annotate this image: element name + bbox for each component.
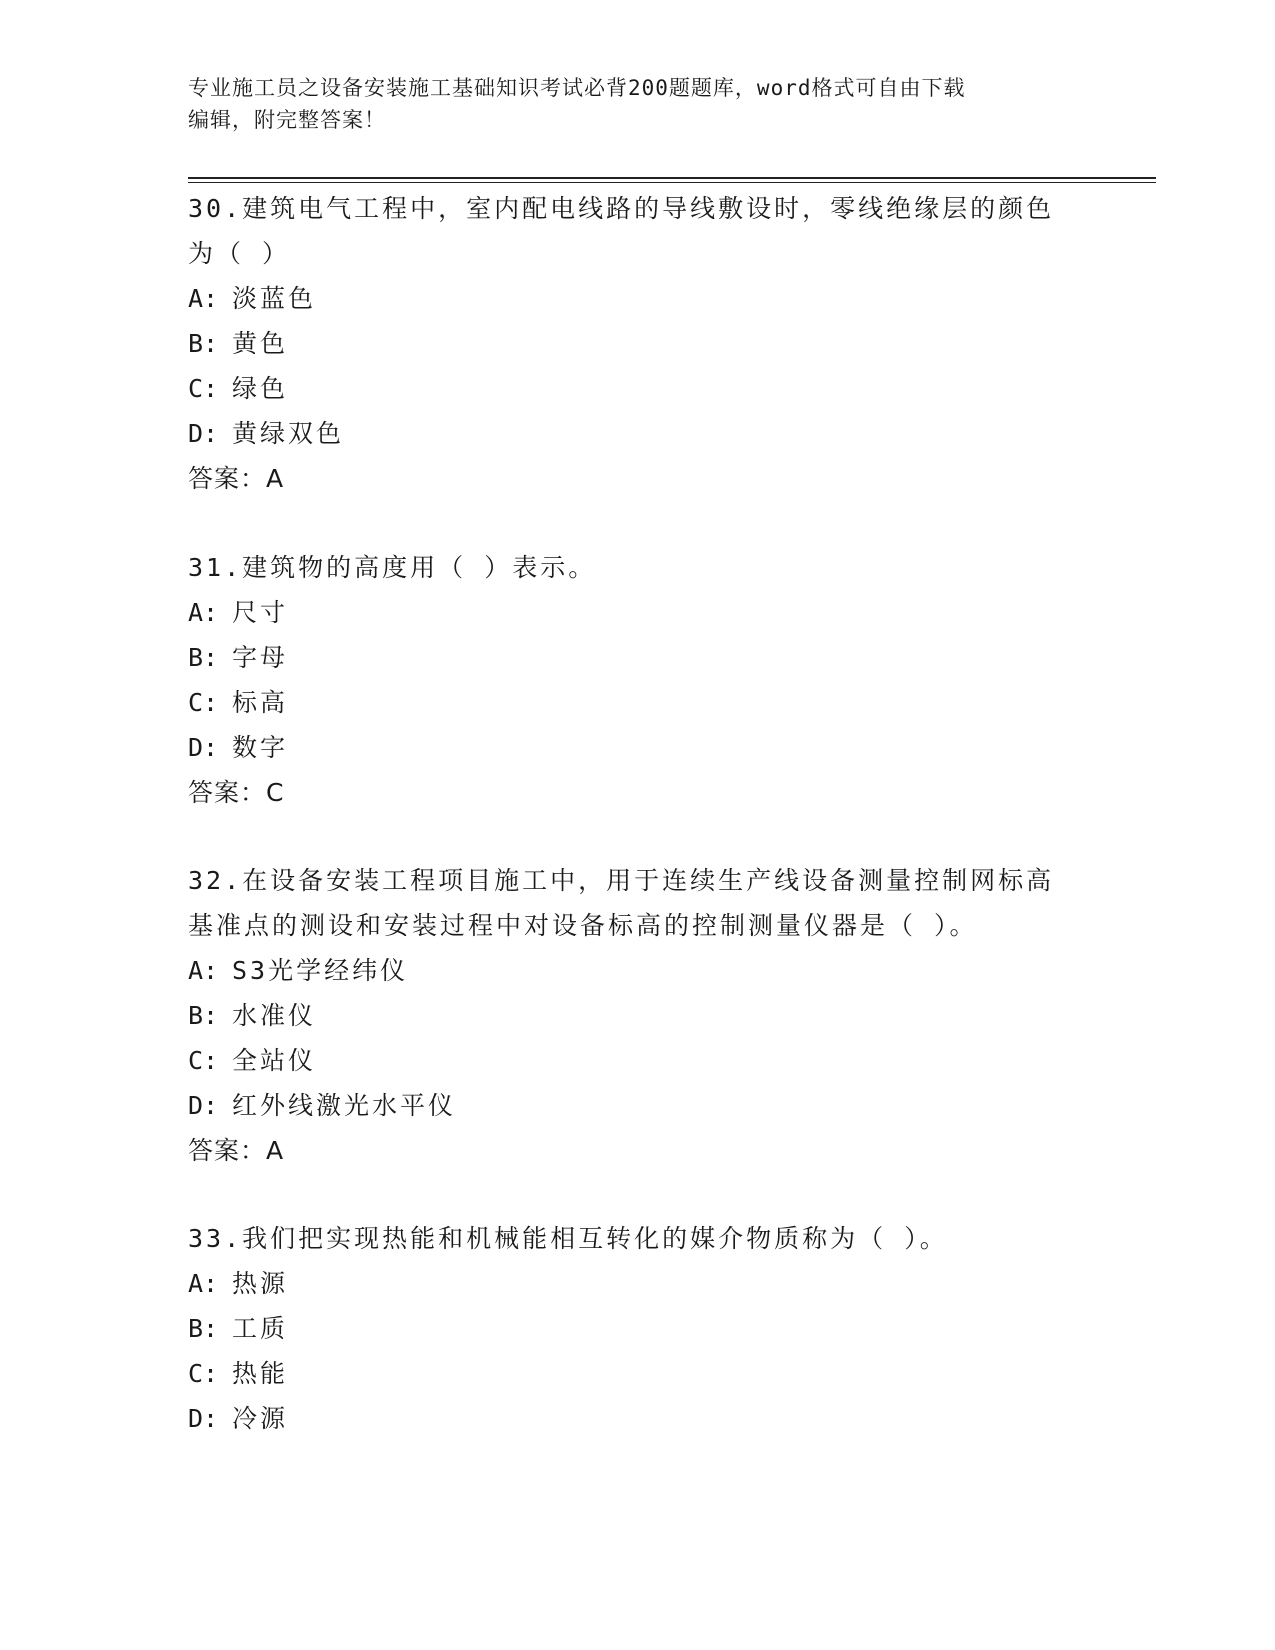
header-rule-thick xyxy=(188,177,1156,179)
option-text: 水准仪 xyxy=(232,1001,317,1030)
option-text: 工质 xyxy=(232,1314,289,1343)
option-b xyxy=(188,635,1088,680)
option-label: D: xyxy=(188,419,219,448)
question-number: 32. xyxy=(188,866,243,895)
question-text: 建筑电气工程中，室内配电线路的导线敷设时，零线绝缘层的颜色 xyxy=(242,194,1055,223)
question-31 xyxy=(188,545,1088,815)
option-label: C: xyxy=(188,688,219,717)
option-label: D: xyxy=(188,733,219,762)
header-rule-thin xyxy=(188,182,1156,183)
option-c xyxy=(188,1351,1088,1396)
header-line-2: 编辑，附完整答案！ xyxy=(188,108,386,132)
option-label: A: xyxy=(188,956,219,985)
option-b xyxy=(188,993,1088,1038)
question-stem-line: 为（ ） xyxy=(188,239,291,268)
option-label: B: xyxy=(188,643,219,672)
question-number: 33. xyxy=(188,1224,243,1253)
answer-line: 答案：A xyxy=(188,464,285,493)
option-label: A: xyxy=(188,1269,219,1298)
option-label: D: xyxy=(188,1404,219,1433)
option-label: A: xyxy=(188,284,219,313)
question-stem-line xyxy=(188,545,1088,590)
answer-line: 答案：A xyxy=(188,1136,285,1165)
question-text: 建筑物的高度用（ ）表示。 xyxy=(242,553,597,582)
option-a xyxy=(188,590,1088,635)
option-label: B: xyxy=(188,1314,219,1343)
option-a xyxy=(188,276,1088,321)
option-label: B: xyxy=(188,329,219,358)
option-label: C: xyxy=(188,374,219,403)
question-stem-line xyxy=(188,186,1088,231)
option-d xyxy=(188,1396,1088,1441)
question-32 xyxy=(188,858,1088,1173)
question-number: 31. xyxy=(188,553,243,582)
document-header xyxy=(188,72,1068,136)
option-text: 字母 xyxy=(232,643,289,672)
question-stem-line: 基准点的测设和安装过程中对设备标高的控制测量仪器是（ ）。 xyxy=(188,911,978,940)
question-stem-line xyxy=(188,858,1088,903)
option-d xyxy=(188,1083,1088,1128)
question-text: 我们把实现热能和机械能相互转化的媒介物质称为（ ）。 xyxy=(242,1224,948,1253)
option-c xyxy=(188,680,1088,725)
option-text: 淡蓝色 xyxy=(232,284,317,313)
option-text: 数字 xyxy=(232,733,289,762)
option-text: 热能 xyxy=(232,1359,289,1388)
option-label: D: xyxy=(188,1091,219,1120)
option-d xyxy=(188,725,1088,770)
option-text: 热源 xyxy=(232,1269,289,1298)
option-label: C: xyxy=(188,1046,219,1075)
question-stem-line xyxy=(188,1216,1088,1261)
option-text: 黄色 xyxy=(232,329,289,358)
option-label: C: xyxy=(188,1359,219,1388)
option-a xyxy=(188,1261,1088,1306)
question-number: 30. xyxy=(188,194,243,223)
option-text: S3光学经纬仪 xyxy=(232,956,409,985)
option-text: 红外线激光水平仪 xyxy=(232,1091,457,1120)
header-line-1: 专业施工员之设备安装施工基础知识考试必背200题题库，word格式可自由下载 xyxy=(188,76,966,100)
option-b xyxy=(188,1306,1088,1351)
option-b xyxy=(188,321,1088,366)
option-text: 冷源 xyxy=(232,1404,289,1433)
question-30 xyxy=(188,186,1088,501)
option-label: B: xyxy=(188,1001,219,1030)
option-c xyxy=(188,366,1088,411)
option-text: 黄绿双色 xyxy=(232,419,345,448)
question-text: 在设备安装工程项目施工中，用于连续生产线设备测量控制网标高 xyxy=(242,866,1055,895)
option-a xyxy=(188,948,1088,993)
question-33 xyxy=(188,1216,1088,1441)
option-text: 尺寸 xyxy=(232,598,289,627)
option-text: 绿色 xyxy=(232,374,289,403)
option-text: 全站仪 xyxy=(232,1046,317,1075)
option-c xyxy=(188,1038,1088,1083)
option-label: A: xyxy=(188,598,219,627)
answer-line: 答案：C xyxy=(188,778,285,807)
option-text: 标高 xyxy=(232,688,289,717)
option-d xyxy=(188,411,1088,456)
